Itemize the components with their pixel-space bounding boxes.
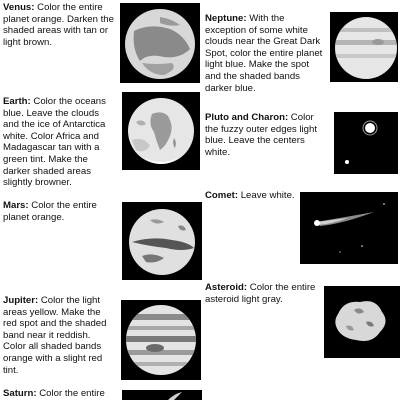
- jupiter-text: Color the light areas yellow. Make the red spot and the shaded band near it reddish. Color all shaded bands orange with a slight red tint.: [3, 295, 107, 376]
- saturn-label: Saturn:: [3, 388, 37, 399]
- venus-label: Venus:: [3, 2, 35, 13]
- neptune-instructions: [205, 13, 323, 94]
- earth-image: [122, 92, 200, 170]
- pluto-charon-instructions: [205, 112, 323, 158]
- jupiter-image: [121, 300, 201, 380]
- neptune-text: With the exception of some white clouds near the Great Dark Spot, color the entire planet light blue. Make the spot and the shaded bands darker blue.: [205, 13, 323, 94]
- venus-instructions: [3, 2, 115, 48]
- comet-label: Comet:: [205, 190, 239, 201]
- venus-text: Color the entire planet orange. Darken the shaded areas with tan or light brown.: [3, 2, 114, 48]
- saturn-image: [122, 390, 202, 400]
- pluto-charon-image: [334, 112, 398, 174]
- venus-image: [120, 3, 200, 83]
- jupiter-label: Jupiter:: [3, 295, 39, 306]
- neptune-label: Neptune:: [205, 13, 247, 24]
- asteroid-label: Asteroid:: [205, 282, 248, 293]
- mars-image: [122, 202, 202, 280]
- saturn-instructions: [3, 388, 121, 400]
- mars-label: Mars:: [3, 200, 29, 211]
- pluto-charon-label: Pluto and Charon:: [205, 112, 289, 123]
- neptune-image: [330, 12, 398, 82]
- mars-text: Color the entire planet orange.: [3, 200, 97, 223]
- asteroid-text: Color the entire asteroid light gray.: [205, 282, 316, 305]
- asteroid-image: [324, 286, 400, 358]
- earth-instructions: [3, 96, 115, 189]
- pluto-charon-text: Color the fuzzy outer edges light blue. Leave the centers white.: [205, 112, 317, 158]
- comet-image: [300, 192, 398, 264]
- earth-text: Color the oceans blue. Leave the clouds and the ice of Antarctica white. Color Africa and Madagascar tan with a green tint. Make the darker shaded areas slightly browner.: [3, 96, 106, 189]
- asteroid-instructions: [205, 282, 323, 305]
- comet-text: Leave white.: [238, 190, 295, 201]
- saturn-text: Color the entire: [36, 388, 105, 399]
- mars-instructions: [3, 200, 115, 223]
- jupiter-instructions: [3, 295, 115, 376]
- earth-label: Earth:: [3, 96, 31, 107]
